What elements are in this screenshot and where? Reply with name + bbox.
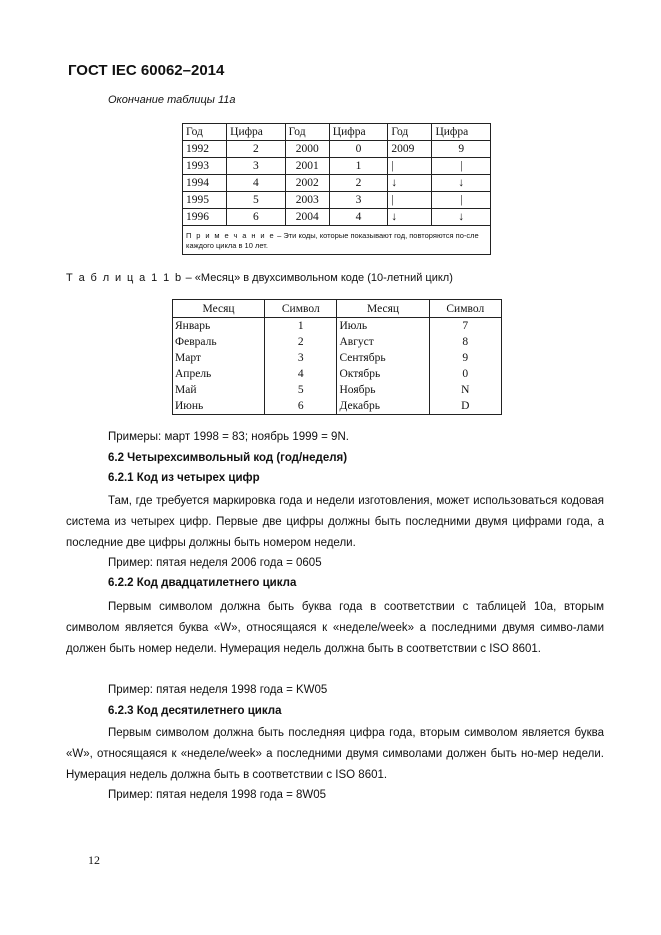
section-heading-6-2-2: 6.2.2 Код двадцатилетнего цикла bbox=[108, 577, 297, 589]
table-cell: 1992 bbox=[183, 141, 227, 158]
column-header: Цифра bbox=[432, 124, 491, 141]
column-header: Месяц bbox=[173, 300, 265, 318]
table-cell: Сентябрь bbox=[337, 350, 429, 366]
section-heading-6-2-1: 6.2.1 Код из четырех цифр bbox=[108, 472, 260, 484]
section-heading-6-2: 6.2 Четырехсимвольный код (год/неделя) bbox=[108, 452, 348, 464]
table-row bbox=[173, 350, 502, 366]
example-6-2-3: Пример: пятая неделя 1998 года = 8W05 bbox=[108, 789, 327, 801]
table-note bbox=[183, 226, 491, 255]
table-cell: 6 bbox=[227, 209, 286, 226]
table-cell: ↓ bbox=[388, 209, 432, 226]
table-row bbox=[173, 398, 502, 415]
table-note-row bbox=[183, 226, 491, 255]
table-cell: 0 bbox=[329, 141, 388, 158]
paragraph-6-2-3: Первым символом должна быть последняя цифра года, вторым символом является буква «W», относящаяся к «неделе/week» а последними двумя символами должен быть но-мер недели. Нумерация недель должна быть в соответствии с ISO 8601. bbox=[66, 727, 604, 781]
table-cell: Октябрь bbox=[337, 366, 429, 382]
table-cell: D bbox=[429, 398, 501, 415]
table-row bbox=[173, 318, 502, 335]
table-row bbox=[173, 366, 502, 382]
table-11a bbox=[182, 123, 491, 255]
paragraph-6-2-2: Первым символом должна быть буква года в соответствии с таблицей 10а, вторым символом является буква «W», относящаяся к «неделе/week» а последними двумя симво-лами должен быть номер недели. Нумерация недель должна быть в соответствии с ISO 8601. bbox=[66, 601, 604, 655]
column-header: Символ bbox=[429, 300, 501, 318]
table-cell: Декабрь bbox=[337, 398, 429, 415]
table-11b-caption bbox=[66, 272, 453, 284]
table-cell: 2000 bbox=[285, 141, 329, 158]
table-cell: Август bbox=[337, 334, 429, 350]
table-cell: 2003 bbox=[285, 192, 329, 209]
table-cell: ↓ bbox=[388, 175, 432, 192]
table-cell: 9 bbox=[432, 141, 491, 158]
table-cell: | bbox=[432, 192, 491, 209]
table-cell: | bbox=[388, 158, 432, 175]
table-cell: 2 bbox=[265, 334, 337, 350]
document-header: ГОСТ IEC 60062–2014 bbox=[68, 62, 225, 79]
column-header: Год bbox=[183, 124, 227, 141]
table-cell: 4 bbox=[265, 366, 337, 382]
table-cell: 2 bbox=[227, 141, 286, 158]
table-cell: ↓ bbox=[432, 175, 491, 192]
examples-11b: Примеры: март 1998 = 83; ноябрь 1999 = 9N. bbox=[108, 431, 349, 443]
note-label: П р и м е ч а н и е bbox=[186, 231, 276, 240]
example-6-2-2: Пример: пятая неделя 1998 года = KW05 bbox=[108, 684, 328, 696]
column-header: Цифра bbox=[227, 124, 286, 141]
table-cell: 4 bbox=[329, 209, 388, 226]
table-cell: 1993 bbox=[183, 158, 227, 175]
table-cell: 1995 bbox=[183, 192, 227, 209]
table-cell: Июль bbox=[337, 318, 429, 335]
table-cell: N bbox=[429, 382, 501, 398]
table-row bbox=[173, 382, 502, 398]
table-cell: 7 bbox=[429, 318, 501, 335]
table-cell: 1 bbox=[265, 318, 337, 335]
note-text: – Эти коды, которые показывают год, повторяются по-сле каждого цикла в 10 лет. bbox=[186, 231, 479, 250]
table-row bbox=[183, 192, 491, 209]
table-cell: 3 bbox=[227, 158, 286, 175]
table-row bbox=[183, 175, 491, 192]
table-cell: ↓ bbox=[432, 209, 491, 226]
paragraph-6-2-1: Там, где требуется маркировка года и недели изготовления, может использоваться кодовая система из четырех цифр. Первые две цифры должны быть последними двумя цифрами года, а последние две цифры должны быть номером недели. bbox=[66, 495, 604, 549]
table-11b-caption-text: – «Месяц» в двухсимвольном коде (10-летний цикл) bbox=[182, 272, 453, 284]
table-cell: | bbox=[432, 158, 491, 175]
table-header-row bbox=[173, 300, 502, 318]
column-header: Месяц bbox=[337, 300, 429, 318]
column-header: Год bbox=[285, 124, 329, 141]
table-cell: 2009 bbox=[388, 141, 432, 158]
table-cell: 1996 bbox=[183, 209, 227, 226]
table-cell: 5 bbox=[265, 382, 337, 398]
table-row bbox=[173, 334, 502, 350]
table-cell: Ноябрь bbox=[337, 382, 429, 398]
table-cell: 0 bbox=[429, 366, 501, 382]
table-cell: 1994 bbox=[183, 175, 227, 192]
table-cell: 3 bbox=[329, 192, 388, 209]
table-cell: 2002 bbox=[285, 175, 329, 192]
table-11a-caption: Окончание таблицы 11а bbox=[108, 94, 236, 106]
table-cell: 1 bbox=[329, 158, 388, 175]
table-cell: 9 bbox=[429, 350, 501, 366]
table-header-row bbox=[183, 124, 491, 141]
table-row bbox=[183, 158, 491, 175]
table-cell: Апрель bbox=[173, 366, 265, 382]
table-cell: 2001 bbox=[285, 158, 329, 175]
table-cell: 2 bbox=[329, 175, 388, 192]
page-number: 12 bbox=[88, 853, 100, 867]
table-11b bbox=[172, 299, 502, 415]
table-cell: 6 bbox=[265, 398, 337, 415]
table-cell: | bbox=[388, 192, 432, 209]
table-cell: 5 bbox=[227, 192, 286, 209]
table-row bbox=[183, 141, 491, 158]
table-cell: 3 bbox=[265, 350, 337, 366]
table-cell: Май bbox=[173, 382, 265, 398]
table-cell: 4 bbox=[227, 175, 286, 192]
column-header: Символ bbox=[265, 300, 337, 318]
table-cell: 2004 bbox=[285, 209, 329, 226]
table-11b-caption-label: Т а б л и ц а 1 1 b bbox=[66, 272, 183, 284]
table-cell: 8 bbox=[429, 334, 501, 350]
section-heading-6-2-3: 6.2.3 Код десятилетнего цикла bbox=[108, 705, 282, 717]
table-cell: Февраль bbox=[173, 334, 265, 350]
example-6-2-1: Пример: пятая неделя 2006 года = 0605 bbox=[108, 557, 322, 569]
table-cell: Март bbox=[173, 350, 265, 366]
table-row bbox=[183, 209, 491, 226]
table-cell: Январь bbox=[173, 318, 265, 335]
column-header: Год bbox=[388, 124, 432, 141]
table-cell: Июнь bbox=[173, 398, 265, 415]
column-header: Цифра bbox=[329, 124, 388, 141]
